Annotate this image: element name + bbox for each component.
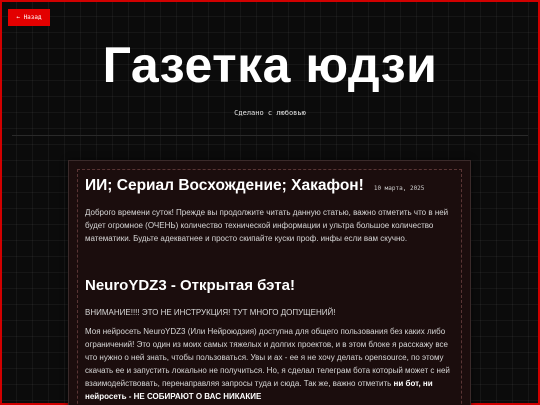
section-warning: ВНИМАНИЕ!!!! ЭТО НЕ ИНСТРУКЦИЯ! ТУТ МНОГО ДОПУЩЕНИЙ! [85, 308, 336, 317]
post-card [68, 160, 471, 405]
section-title: NeuroYDZ3 - Открытая бэта! [85, 277, 295, 294]
section-body [85, 325, 457, 403]
post-intro: Доброго времени суток! Прежде вы продолжите читать данную статью, важно отметить что в ней будет огромное (ОЧЕНЬ) количество технической информации и ультра большое количество математики. Будьте адекватнее и просто скипайте куски проф. инфы если вам скучно. [85, 208, 449, 243]
header-divider [12, 135, 528, 136]
site-title: Газетка юдзи [102, 37, 438, 93]
site-subtitle: Сделано с любовью [234, 109, 306, 117]
back-button[interactable]: ← Назад [8, 9, 50, 26]
section-body-bold: ни бот, ни нейросеть - НЕ СОБИРАЮТ О ВАС НИКАКИЕ [85, 379, 433, 401]
post-date: 10 марта, 2025 [373, 185, 425, 192]
post-title: ИИ; Сериал Восхождение; Хакафон! [85, 177, 364, 194]
section-body-text: Моя нейросеть NeuroYDZ3 (Или Нейроюдзия) доступна для общего пользования без каких либо ограничений! Это один из моих самых тяжелых и долгих проектов, и в этом блоке я расскажу все что нужно о ней знать, чтобы пользоваться. Увы и ах - ее я не хочу делать opensource, по этому скачать ее и запустить локально не получиться. Но, я сделал телеграм бота который может с ней взаимодействовать, перенаправляя запросы туда и сюда. Так же, важно отметить [85, 327, 450, 388]
post-header [85, 177, 455, 195]
